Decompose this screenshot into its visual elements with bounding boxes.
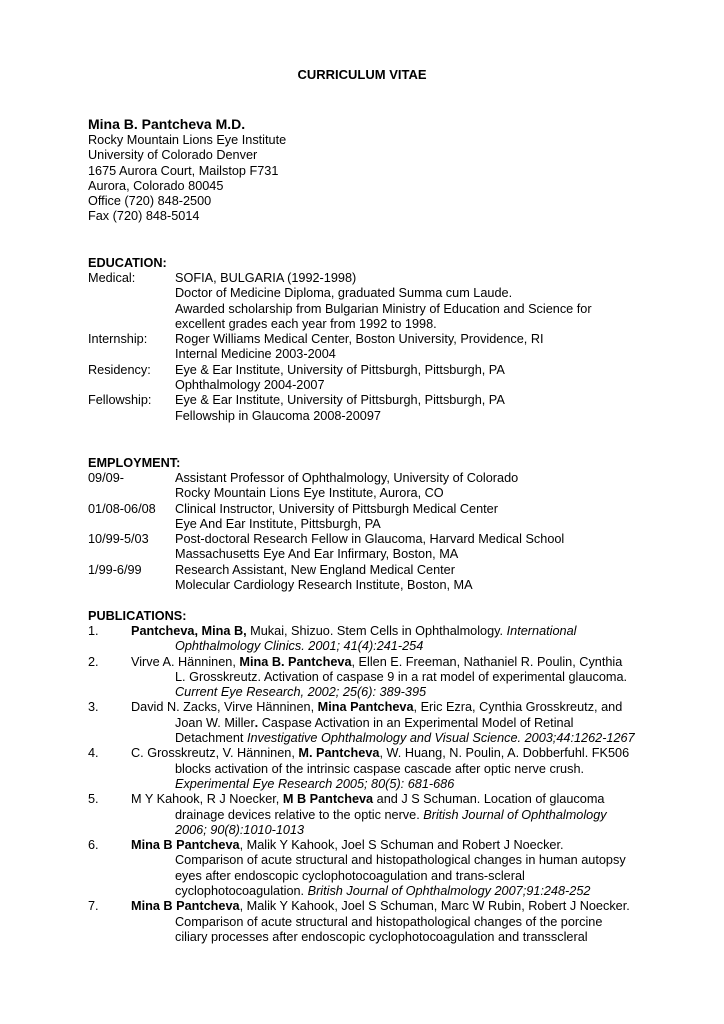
citation-line — [131, 700, 688, 715]
citation-line — [175, 685, 688, 700]
employment-details — [175, 502, 688, 533]
employment-details — [175, 532, 688, 563]
citation-segment: ciliary processes after endoscopic cyclophotocoagulation and transscleral — [175, 929, 588, 944]
citation-segment: , Malik Y Kahook, Joel S Schuman, Marc W Rubin, Robert J Noecker. — [239, 899, 630, 914]
citation-segment: Detachment — [175, 731, 247, 746]
education-detail-line: Fellowship in Glaucoma 2008-20097 — [175, 408, 381, 423]
contact-line: Fax (720) 848-5014 — [88, 209, 200, 224]
citation-segment: Joan W. Miller — [175, 715, 255, 730]
citation-segment: , Malik Y Kahook, Joel S Schuman and Robert J Noecker. — [239, 838, 564, 853]
author-name: Mina B. Pantcheva M.D. — [88, 116, 246, 132]
citation-segment: Investigative Ophthalmology and Visual Science. 2003;44:1262-1267 — [246, 731, 635, 746]
citation-segment: British Journal of Ophthalmology — [423, 807, 607, 822]
document-title: CURRICULUM VITAE — [297, 67, 427, 82]
citation-line — [131, 655, 688, 670]
education-entry — [88, 332, 688, 363]
education-details — [175, 393, 688, 424]
employment-label: 10/99-5/03 — [88, 532, 149, 547]
employment-entry — [88, 532, 688, 563]
education-section — [88, 271, 688, 424]
publication-number: 5. — [88, 792, 99, 807]
employment-detail-line: Clinical Instructor, University of Pittsburgh Medical Center — [175, 501, 498, 516]
citation-segment: drainage devices relative to the optic nerve. — [175, 807, 424, 822]
education-entry — [88, 393, 688, 424]
contact-line: Aurora, Colorado 80045 — [88, 178, 224, 193]
citation-line — [175, 762, 688, 777]
citation-continuation — [88, 639, 688, 654]
citation-continuation — [88, 853, 688, 899]
publication-number: 4. — [88, 746, 99, 761]
education-details — [175, 271, 688, 332]
employment-detail-line: Assistant Professor of Ophthalmology, University of Colorado — [175, 471, 519, 485]
citation-segment: blocks activation of the intrinsic caspase cascade after optic nerve crush. — [175, 761, 585, 776]
citation-segment: David N. Zacks, Virve Hänninen, — [131, 700, 318, 715]
citation-line — [131, 746, 688, 761]
citation-segment: Mina B. Pantcheva — [239, 654, 352, 669]
citation-line — [131, 792, 688, 807]
education-detail-line: Internal Medicine 2003-2004 — [175, 347, 336, 362]
citation-line — [131, 838, 688, 853]
publication-item — [88, 700, 688, 746]
publication-number: 6. — [88, 838, 99, 853]
publication-item — [88, 624, 688, 655]
education-detail-line: Ophthalmology 2004-2007 — [175, 378, 325, 393]
citation-continuation — [88, 762, 688, 793]
publication-item — [88, 746, 688, 792]
citation-line — [175, 808, 688, 823]
citation-segment: . — [254, 715, 259, 730]
education-detail-line: Doctor of Medicine Diploma, graduated Summa cum Laude. — [175, 286, 513, 301]
employment-heading: EMPLOYMENT: — [88, 456, 181, 470]
employment-entry — [88, 471, 688, 502]
citation-line — [175, 853, 688, 868]
employment-detail-line: Rocky Mountain Lions Eye Institute, Aurora, CO — [175, 486, 444, 501]
employment-details — [175, 563, 688, 594]
education-label: Medical: — [88, 271, 136, 285]
publication-item — [88, 838, 688, 899]
citation-continuation — [88, 670, 688, 701]
citation-line — [175, 716, 688, 731]
contact-line: Office (720) 848-2500 — [88, 194, 212, 209]
education-detail-line: Roger Williams Medical Center, Boston University, Providence, RI — [175, 332, 544, 347]
education-detail-line: SOFIA, BULGARIA (1992-1998) — [175, 271, 357, 285]
citation-line — [131, 624, 688, 639]
employment-label: 01/08-06/08 — [88, 501, 156, 516]
employment-label: 1/99-6/99 — [88, 562, 142, 577]
employment-detail-line: Eye And Ear Institute, Pittsburgh, PA — [175, 516, 381, 531]
citation-segment: 2006; 90(8):1010-1013 — [175, 822, 305, 837]
citation-segment: British Journal of Ophthalmology 2007;91:248-252 — [307, 884, 591, 899]
publications-heading: PUBLICATIONS: — [88, 609, 187, 623]
employment-detail-line: Molecular Cardiology Research Institute, Boston, MA — [175, 578, 473, 593]
citation-segment: Experimental Eye Research 2005; 80(5): 681-686 — [175, 776, 455, 791]
education-detail-line: Awarded scholarship from Bulgarian Ministry of Education and Science for — [175, 301, 592, 316]
citation-segment: cyclophotocoagulation. — [175, 884, 308, 899]
education-label: Fellowship: — [88, 393, 152, 408]
education-entry — [88, 271, 688, 332]
citation-segment: C. Grosskreutz, V. Hänninen, — [131, 746, 299, 761]
publication-item — [88, 899, 688, 945]
contact-line: University of Colorado Denver — [88, 148, 258, 163]
citation-segment: Virve A. Hänninen, — [131, 654, 240, 669]
citation-segment: and J S Schuman. Location of glaucoma — [373, 792, 605, 807]
citation-segment: M B Pantcheva — [282, 792, 374, 807]
citation-line — [131, 899, 688, 914]
citation-line — [175, 639, 688, 654]
employment-label: 09/09- — [88, 471, 124, 485]
citation-segment: International — [506, 624, 577, 638]
education-label: Residency: — [88, 362, 151, 377]
education-label: Internship: — [88, 332, 148, 347]
citation-line — [175, 869, 688, 884]
citation-segment: L. Grosskreutz. Activation of caspase 9 in a rat model of experimental glaucoma. — [175, 669, 628, 684]
employment-entry — [88, 563, 688, 594]
publication-item — [88, 792, 688, 838]
citation-continuation — [88, 915, 688, 946]
education-heading: EDUCATION: — [88, 256, 167, 270]
education-detail-line: Eye & Ear Institute, University of Pittsburgh, Pittsburgh, PA — [175, 393, 505, 408]
citation-segment: Comparison of acute structural and histopathological changes of the porcine — [175, 914, 603, 929]
contact-block — [88, 133, 286, 225]
citation-segment: , Ellen E. Freeman, Nathaniel R. Poulin, Cynthia — [351, 654, 623, 669]
citation-segment: Mukai, Shizuo. Stem Cells in Ophthalmology. — [246, 624, 507, 638]
employment-detail-line: Research Assistant, New England Medical Center — [175, 562, 455, 577]
citation-segment: Comparison of acute structural and histopathological changes in human autopsy — [175, 853, 626, 868]
citation-segment: Mina B Pantcheva — [131, 899, 240, 914]
publication-number: 2. — [88, 654, 99, 669]
publication-number: 7. — [88, 899, 99, 914]
publication-number: 3. — [88, 700, 99, 715]
publication-number: 1. — [88, 624, 99, 638]
employment-detail-line: Post-doctoral Research Fellow in Glaucoma, Harvard Medical School — [175, 532, 565, 547]
citation-segment: Mina Pantcheva — [317, 700, 414, 715]
citation-continuation — [88, 808, 688, 839]
employment-entry — [88, 502, 688, 533]
contact-line: Rocky Mountain Lions Eye Institute — [88, 133, 287, 147]
citation-segment: Mina B Pantcheva — [131, 838, 240, 853]
education-details — [175, 363, 688, 394]
employment-details — [175, 471, 688, 502]
citation-segment: , W. Huang, N. Poulin, A. Dobberfuhl. FK506 — [379, 746, 630, 761]
citation-segment: , Eric Ezra, Cynthia Grosskreutz, and — [413, 700, 623, 715]
citation-segment: M Y Kahook, R J Noecker, — [131, 792, 283, 807]
employment-section — [88, 471, 688, 593]
citation-segment: eyes after endoscopic cyclophotocoagulation and trans-scleral — [175, 868, 525, 883]
education-detail-line: Eye & Ear Institute, University of Pittsburgh, Pittsburgh, PA — [175, 362, 505, 377]
citation-line — [175, 823, 688, 838]
citation-line — [175, 884, 688, 899]
publications-list — [88, 624, 688, 945]
citation-line — [175, 915, 688, 930]
citation-line — [175, 670, 688, 685]
contact-line: 1675 Aurora Court, Mailstop F731 — [88, 163, 279, 178]
citation-line — [175, 777, 688, 792]
education-details — [175, 332, 688, 363]
citation-line — [175, 731, 688, 746]
publication-item — [88, 655, 688, 701]
citation-continuation — [88, 716, 688, 747]
education-entry — [88, 363, 688, 394]
citation-line — [175, 930, 688, 945]
education-detail-line: excellent grades each year from 1992 to 1998. — [175, 316, 437, 331]
citation-segment: Pantcheva, Mina B, — [131, 624, 247, 638]
employment-detail-line: Massachusetts Eye And Ear Infirmary, Boston, MA — [175, 547, 459, 562]
citation-segment: Current Eye Research, 2002; 25(6): 389-395 — [175, 685, 427, 700]
citation-segment: Ophthalmology Clinics. 2001; 41(4):241-254 — [175, 639, 424, 654]
citation-segment: M. Pantcheva — [298, 746, 380, 761]
citation-segment: Caspase Activation in an Experimental Model of Retinal — [258, 715, 574, 730]
